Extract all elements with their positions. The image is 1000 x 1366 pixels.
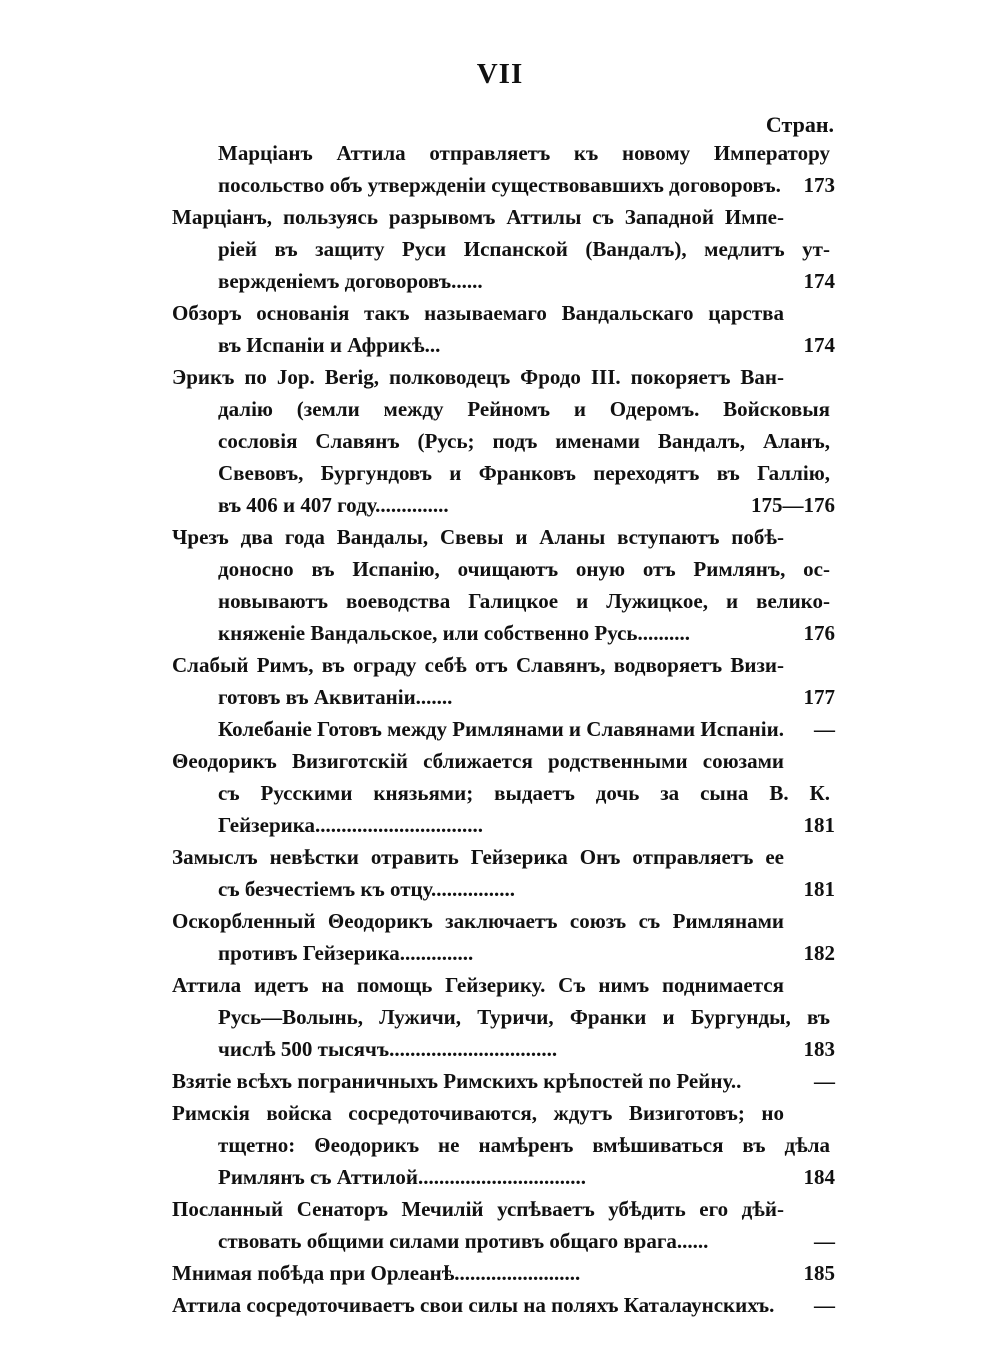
toc-entry-page: 182	[803, 941, 835, 965]
toc-entry-page: 175—176	[751, 493, 835, 517]
toc-entry-text: въ 406 и 407 году..............	[218, 493, 449, 517]
toc-entry-text: княженіе Вандальское, или собственно Русь..........	[218, 621, 691, 645]
toc-entry-line	[0, 489, 1000, 521]
toc-entry-page: 181	[803, 877, 835, 901]
toc-entry-text: Свевовъ, Бургундовъ и Франковъ переходятъ въ Галлію,	[218, 461, 830, 485]
toc-entry-text: Аттила идетъ на помощь Гейзерику. Съ нимъ поднимается	[172, 973, 784, 997]
toc-entry-text: вержденіемъ договоровъ......	[218, 269, 483, 293]
toc-entry-line	[0, 233, 1000, 265]
toc-entry-line	[0, 1193, 1000, 1225]
toc-entry-line	[0, 937, 1000, 969]
toc-entry-line	[0, 969, 1000, 1001]
toc-entry-line	[0, 457, 1000, 489]
toc-entry-text: Аттила сосредоточиваетъ свои силы на поляхъ Каталаунскихъ.	[172, 1293, 775, 1317]
toc-entry-text: новываютъ воеводства Галицкое и Лужицкое, и велико-	[218, 589, 830, 613]
toc-entry-page: 181	[803, 813, 835, 837]
toc-entry-page: 174	[803, 333, 835, 357]
toc-entry-line	[0, 1289, 1000, 1321]
toc-entry-text: съ безчестіемъ къ отцу................	[218, 877, 516, 901]
toc-entry-line	[0, 553, 1000, 585]
toc-entry-text: числѣ 500 тысячъ................................	[218, 1037, 558, 1061]
toc-entry-line	[0, 1097, 1000, 1129]
toc-entry-line	[0, 1065, 1000, 1097]
toc-entry-text: съ Русскими князьями; выдаетъ дочь за сына В. К.	[218, 781, 830, 805]
toc-entry-page: —	[814, 1293, 835, 1317]
toc-entry-line	[0, 1161, 1000, 1193]
toc-entry	[0, 1289, 1000, 1321]
toc-entry-text: Русь—Волынь, Лужичи, Туричи, Франки и Бургунды, въ	[218, 1005, 830, 1029]
toc-entry-page: —	[814, 1069, 835, 1093]
toc-entry-page: 184	[803, 1165, 835, 1189]
toc-entry-text: Гейзерика................................	[218, 813, 484, 837]
toc-entry-line	[0, 777, 1000, 809]
toc-entry	[0, 521, 1000, 649]
toc-entry-line	[0, 201, 1000, 233]
toc-entry	[0, 137, 1000, 201]
toc-entry-text: Чрезъ два года Вандалы, Свевы и Аланы вступаютъ побѣ-	[172, 525, 784, 549]
toc-entry-text: противъ Гейзерика..............	[218, 941, 474, 965]
toc-entry-text: Взятіе всѣхъ пограничныхъ Римскихъ крѣпостей по Рейну..	[172, 1069, 742, 1093]
toc-entry-line	[0, 361, 1000, 393]
toc-entry-line	[0, 425, 1000, 457]
toc-entry-page: 177	[803, 685, 835, 709]
toc-entry-text: Колебаніе Готовъ между Римлянами и Славянами Испаніи.	[218, 717, 784, 741]
toc-entry-text: посольство объ утвержденіи существовавшихъ договоровъ.	[218, 173, 781, 197]
toc-entry-text: Оскорбленный Θеодорикъ заключаетъ союзъ съ Римлянами	[172, 909, 784, 933]
toc-entry-line	[0, 137, 1000, 169]
toc-entry	[0, 649, 1000, 713]
toc-entry-line	[0, 1001, 1000, 1033]
toc-entry-text: Мнимая побѣда при Орлеанѣ........................	[172, 1261, 581, 1285]
toc-entry	[0, 361, 1000, 521]
toc-entry	[0, 745, 1000, 841]
toc-entry	[0, 905, 1000, 969]
toc-entry-page: 174	[803, 269, 835, 293]
toc-entry-text: готовъ въ Аквитаніи.......	[218, 685, 453, 709]
toc-entry	[0, 1097, 1000, 1193]
toc-entry-page: 173	[803, 173, 835, 197]
toc-entry-text: далію (земли между Рейномъ и Одеромъ. Войсковыя	[218, 397, 830, 421]
toc-entry-text: Марціанъ Аттила отправляетъ къ новому Императору	[218, 141, 830, 165]
table-of-contents	[0, 137, 1000, 1321]
toc-entry-text: ствовать общими силами противъ общаго врага......	[218, 1229, 709, 1253]
toc-entry-line	[0, 1129, 1000, 1161]
toc-entry	[0, 1065, 1000, 1097]
toc-entry-text: тщетно: Θеодорикъ не намѣренъ вмѣшиваться въ дѣла	[218, 1133, 830, 1157]
toc-entry-line	[0, 393, 1000, 425]
toc-entry-text: Слабый Римъ, въ ограду себѣ отъ Славянъ, водворяетъ Визи-	[172, 653, 784, 677]
page-column-header: Стран.	[765, 112, 834, 137]
toc-entry-line	[0, 1257, 1000, 1289]
toc-entry-text: Марціанъ, пользуясь разрывомъ Аттилы съ Западной Импе-	[172, 205, 784, 229]
toc-entry-line	[0, 617, 1000, 649]
toc-entry	[0, 201, 1000, 297]
toc-entry	[0, 841, 1000, 905]
toc-entry-text: Обзоръ основанія такъ называемаго Вандальскаго царства	[172, 301, 784, 325]
toc-entry-page: 183	[803, 1037, 835, 1061]
toc-entry-text: сословія Славянъ (Русь; подъ именами Вандалъ, Аланъ,	[218, 429, 830, 453]
toc-entry-line	[0, 1225, 1000, 1257]
toc-entry-text: Римлянъ съ Аттилой................................	[218, 1165, 587, 1189]
toc-entry-line	[0, 713, 1000, 745]
toc-entry-line	[0, 521, 1000, 553]
toc-entry	[0, 297, 1000, 361]
toc-entry-page: —	[814, 1229, 835, 1253]
toc-entry-text: доносно въ Испанію, очищаютъ оную отъ Римлянъ, ос-	[218, 557, 830, 581]
toc-entry-line	[0, 681, 1000, 713]
toc-entry-text: ріей въ защиту Руси Испанской (Вандалъ), медлитъ ут-	[218, 237, 830, 261]
toc-entry-line	[0, 841, 1000, 873]
toc-entry-page: 176	[803, 621, 835, 645]
toc-entry-line	[0, 265, 1000, 297]
toc-entry-line	[0, 169, 1000, 201]
toc-entry-text: Эрикъ по Jop. Berig, полководецъ Фродо III. покоряетъ Ван-	[172, 365, 784, 389]
toc-entry-line	[0, 745, 1000, 777]
toc-entry-text: Θеодорикъ Визиготскій сближается родственными союзами	[172, 749, 784, 773]
page-number: VII	[476, 58, 524, 90]
toc-entry-text: Римскія войска сосредоточиваются, ждутъ Визиготовъ; но	[172, 1101, 784, 1125]
toc-entry-line	[0, 905, 1000, 937]
toc-entry	[0, 713, 1000, 745]
toc-entry-text: въ Испаніи и Африкѣ...	[218, 333, 441, 357]
toc-entry-line	[0, 329, 1000, 361]
toc-entry	[0, 969, 1000, 1065]
toc-entry-line	[0, 873, 1000, 905]
toc-entry-page: —	[814, 717, 835, 741]
toc-entry-line	[0, 1033, 1000, 1065]
toc-entry-page: 185	[803, 1261, 835, 1285]
toc-entry-line	[0, 649, 1000, 681]
toc-entry-line	[0, 809, 1000, 841]
toc-entry	[0, 1193, 1000, 1257]
toc-entry-text: Замыслъ невѣстки отравить Гейзерика Онъ отправляетъ ее	[172, 845, 784, 869]
toc-entry	[0, 1257, 1000, 1289]
toc-entry-text: Посланный Сенаторъ Мечилій успѣваетъ убѣдить его дѣй-	[172, 1197, 784, 1221]
toc-entry-line	[0, 585, 1000, 617]
toc-entry-line	[0, 297, 1000, 329]
